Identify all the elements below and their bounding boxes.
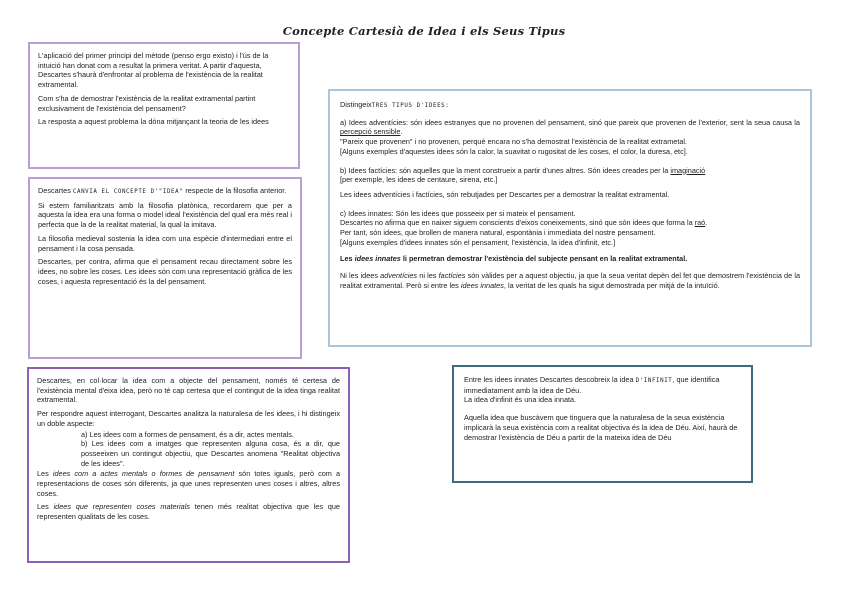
material-things-paragraph: Les idees que representen coses materials tenen més realitat objectiva que les que representen qualitats de les coses.	[37, 502, 340, 522]
idea-types-box	[328, 89, 812, 347]
platonic-paragraph: Si estem familiaritzats amb la filosofia platònica, recordarem que per a aquesta la idea era una forma o model ideal l'existència del qual era més real i perfecta que la de la realitat material, la qual la imitava.	[38, 200, 292, 230]
infinite-innate-line: La idea d'infinit és una idea innata.	[464, 395, 577, 405]
concept-heading: Descartes CANVIA EL CONCEPTE D'"IDEA" respecte de la filosofia anterior.	[38, 186, 287, 195]
idea-types-heading: DistingeixTRES TIPUS D'IDEES:	[340, 100, 450, 109]
sensory-perception-term: percepció sensible	[340, 127, 401, 137]
double-aspect-paragraph: Per respondre aquest interrogant, Descartes analitza la naturalesa de les idees, i hi distingeix un doble aspecte:	[37, 409, 340, 428]
intro-paragraph-1: L'aplicació del primer principi del mètode (penso ergo existo) i l'ús de la intuició han donat com a resultat la primera veritat. A partir d'aquesta, Descartes s'haurà d'enfrontar al problema de l'existència de la realitat extramental.	[38, 51, 269, 90]
mental-acts-paragraph: Les idees com a actes mentals o formes de pensament són totes iguals, però com a representacions de coses són diferents, ja que unes representen unes coses i altres, altres coses.	[37, 469, 341, 498]
intro-paragraph-2: Com s'ha de demostrar l'existència de la realitat extramental partint exclusivament de l'existència del pensament?	[38, 93, 256, 113]
innate-ideas-section: c) Idees innates: Són les idees que posseeix per si mateix el pensament. Descartes no afirma que en naixer siguem conscients d'eixos coneixements, sinó que són idees que forma la raó. Per tant, són idees, que brollen de manera natural, espontània i immediata del nostre pensament. [Alguns exemples d'idees innates són el pensament, l'existència, la idea d'infinit, etc.]	[340, 208, 708, 247]
medieval-paragraph: La filosofia medieval sostenia la idea com una espècie d'intermediari entre el pensament i la cosa pensada.	[38, 233, 292, 253]
concept-caps-label: CANVIA EL CONCEPTE D'"IDEA"	[72, 189, 184, 195]
god-paragraph: Aquella idea que buscàvem que tinguera que la naturalesa de la seua existència implicarà la seua existència com a realitat objectiva és la idea de Déu. Així, haurà de demostrar l'existència de Déu a partir de la mateixa idea de Déu	[464, 413, 738, 442]
descartes-paragraph: Descartes, per contra, afirma que el pensament recau directament sobre les idees, no sobre les coses. Les idees són com una representació gràfica de les coses, i aquesta representació és la del pensament.	[38, 257, 292, 286]
page-title: Concepte Cartesià de Idea i els Seus Tipus	[282, 24, 566, 38]
intro-paragraph-3: La resposta a aquest problema la dóna mitjançant la teoria de les idees	[38, 117, 269, 127]
infinite-paragraph: Entre les idees innates Descartes descobreix la idea D'INFINIT, que identifica immediatament amb la idea de Déu.	[464, 375, 720, 395]
aspect-item-a: a) Les idees com a formes de pensament, és a dir, actes mentals.	[81, 429, 294, 439]
intro-box	[28, 42, 300, 169]
adventitious-ideas-section: a) Idees adventícies: són idees estranyes que no provenen del pensament, sinó que pareix que provenen de l'exterior, sent la seua causa la percepció sensible. "Pareix que provenen" i no provenen, perquè encara no s'ha demostrat l'existència de la realitat extrametal. [Alguns exemples d'aquestes idees són la calor, la suavitat o rugositat de les coses, el color, la duresa, etc].	[340, 117, 800, 156]
certainty-paragraph: Descartes, en col·locar la idea com a objecte del pensament, només té certesa de l'existència mental d'eixa idea, però no té cap certesa que el contingut de la idea tinga realitat extramental.	[37, 376, 340, 405]
objective-reality-box	[27, 367, 350, 563]
validity-paragraph: Ni les idees adventícies ni les factícies són vàlides per a aquest objectiu, ja que la seua veritat depèn del fet que demostrem l'existència de la realitat extramental. Però si entre les idees innates, la veritat de les quals ha sigut demostrada per mitjà de la intuïció.	[340, 271, 801, 290]
innate-ideas-conclusion: Les idees innates li permetran demostrar l'existència del subjecte pensant en la realitat extramental.	[340, 254, 688, 264]
imagination-term: imaginació	[670, 165, 706, 175]
reason-term: raó	[694, 218, 706, 228]
factitious-ideas-section: b) Idees factícies: són aquelles que la ment construeix a partir d'unes altres. Són idees creades per la imaginació [per exemple, les idees de centaure, sirena, etc.] Les idees adventícies i factícies, són rebutjades per Descartes per a demostrar la realitat extramental.	[340, 165, 706, 199]
concept-idea-box	[28, 177, 302, 359]
infinite-god-box	[452, 365, 753, 483]
aspect-item-b: b) Les idees com a imatges que representen alguna cosa, és a dir, que posseeixen un contingut objectiu, que Descartes anomena "Realitat objectiva de les idees".	[81, 439, 340, 468]
